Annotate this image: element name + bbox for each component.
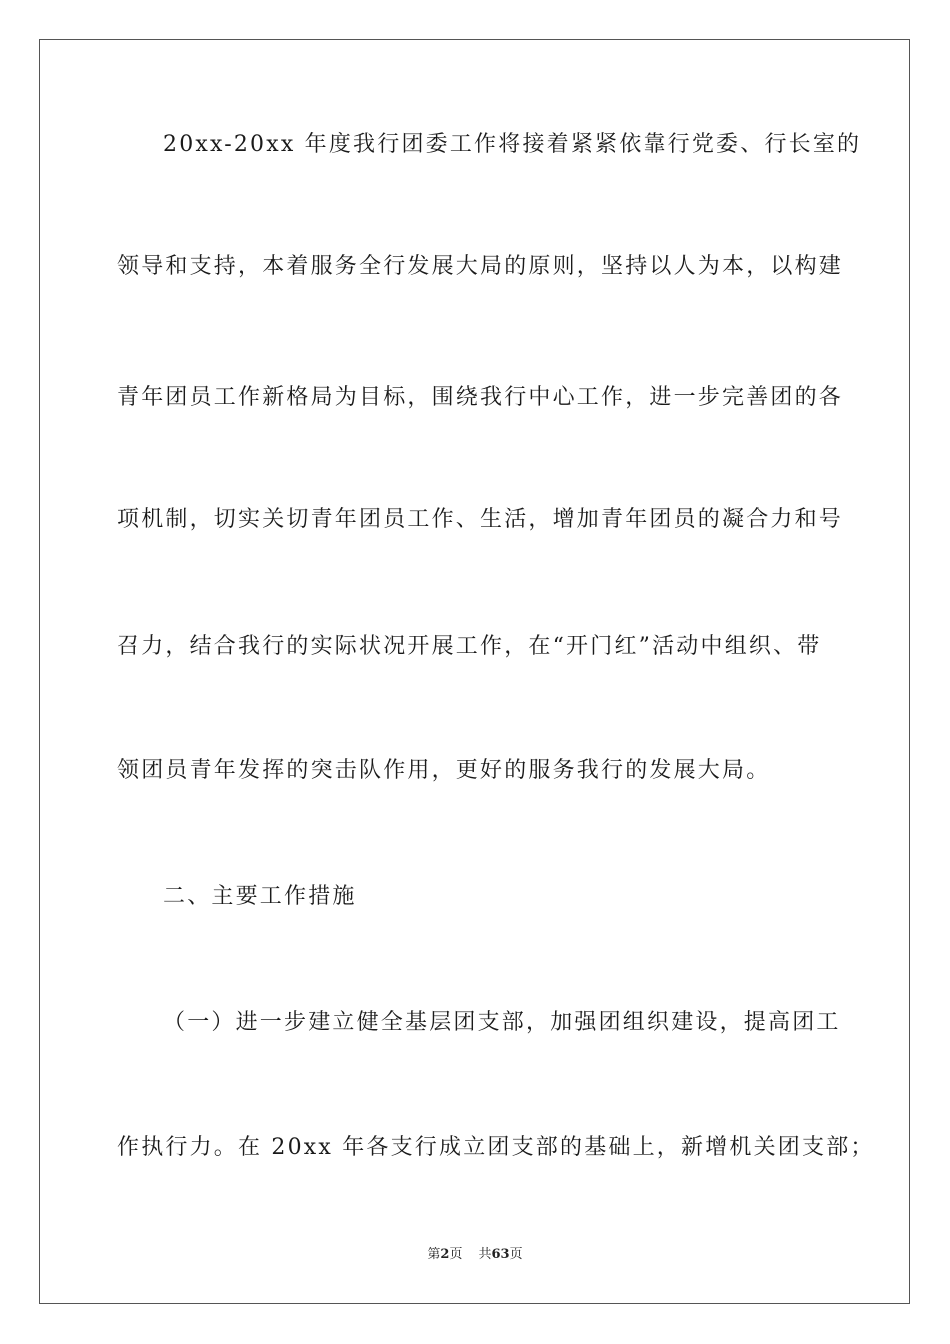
- paragraph-line-3: 青年团员工作新格局为目标，围绕我行中心工作，进一步完善团的各: [117, 385, 844, 410]
- paragraph-line-8: 作执行力。在 20xx 年各支行成立团支部的基础上，新增机关团支部；: [117, 1135, 875, 1160]
- paragraph-line-4: 项机制，切实关切青年团员工作、生活，增加青年团员的凝合力和号: [117, 507, 844, 532]
- footer-page-current: 2: [440, 1247, 450, 1262]
- footer-page-total: 63: [491, 1247, 510, 1262]
- footer-page-prefix: 第: [427, 1247, 441, 1262]
- footer-total-prefix: 共: [478, 1247, 492, 1262]
- paragraph-line-7: （一）进一步建立健全基层团支部，加强团组织建设，提高团工: [163, 1010, 841, 1035]
- footer-page-suffix: 页: [449, 1247, 463, 1262]
- paragraph-line-2: 领导和支持，本着服务全行发展大局的原则，坚持以人为本，以构建: [117, 254, 844, 279]
- page-footer: [0, 1246, 950, 1264]
- paragraph-line-1: 20xx-20xx 年度我行团委工作将接着紧紧依靠行党委、行长室的: [163, 132, 862, 157]
- page-frame: [39, 39, 910, 1304]
- paragraph-line-5: 召力，结合我行的实际状况开展工作，在“开门红”活动中组织、带: [117, 634, 822, 659]
- footer-total-suffix: 页: [509, 1247, 523, 1262]
- section-heading: 二、主要工作措施: [163, 884, 357, 909]
- paragraph-line-6: 领团员青年发挥的突击队作用，更好的服务我行的发展大局。: [117, 758, 771, 783]
